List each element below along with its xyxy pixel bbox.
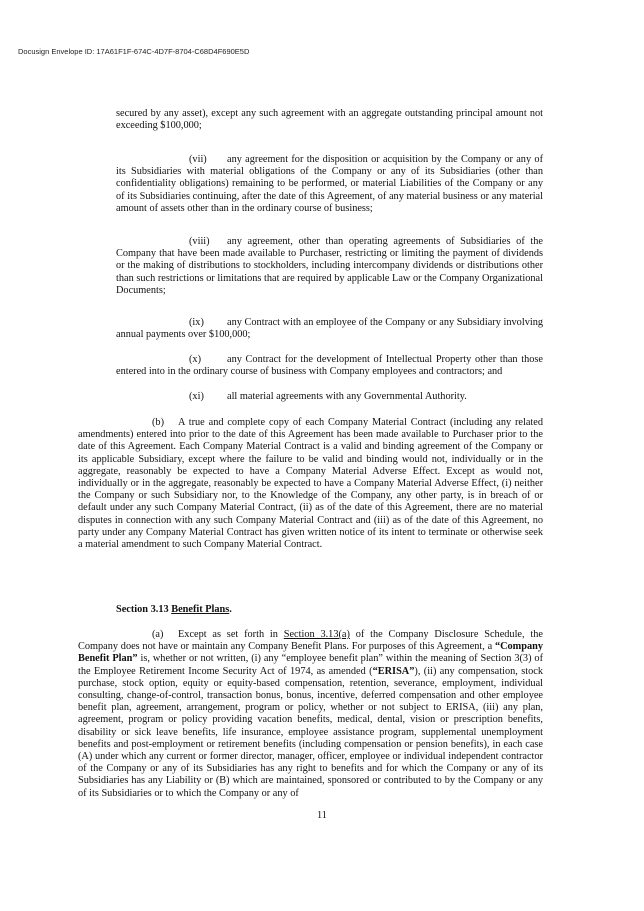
docusign-envelope-id: Docusign Envelope ID: 17A61F1F-674C-4D7F-8704-C68D4F690E5D <box>18 47 250 56</box>
section-title: Benefit Plans <box>171 604 230 615</box>
clause-text: all material agreements with any Governmental Authority. <box>227 391 467 402</box>
paragraph-text: A true and complete copy of each Company Material Contract (including any related amendments) entered into prior to the date of this Agreement has been made available to Purchaser prior to the date of this Agreement. Each Company Material Contract is a valid and binding agreement of the Company or its applicable Subsidiary, except where the failure to be valid and binding would not, individually or in the aggregate, reasonably be expected to have a Company Material Adverse Effect. Except as would not, individually or in the aggregate, reasonably be expected to have a Company Material Adverse Effect, (i) neither the Company or such Subsidiary nor, to the Knowledge of the Company, any other party, is in breach of or default under any such Company Material Contract, (ii) as of the date of this Agreement, there are no material disputes in connection with any such Company Material Contract and (iii) as of the date of this Agreement, no party under any Company Material Contract has given written notice of its intent to terminate or otherwise seek a material amendment to such Company Material Contract. <box>78 417 543 551</box>
clause-text: any Contract for the development of Intellectual Property other than those entered into in the ordinary course of business with Company employees and contractors; and <box>116 354 543 378</box>
clause-text: any Contract with an employee of the Company or any Subsidiary involving annual payments over $100,000; <box>116 317 543 341</box>
clause-number: (ix) <box>189 317 204 328</box>
page-number: 11 <box>317 810 327 821</box>
clause-number: (x) <box>189 354 202 365</box>
text-run: Except as set forth in <box>178 629 284 640</box>
clause-number: (viii) <box>189 236 210 247</box>
defined-term: “ERISA” <box>372 665 415 677</box>
text-run: of the Company Disclosure Schedule, the Company does not have or maintain any Company Benefit Plans. For purposes of this Agreement, a <box>78 629 543 653</box>
section-heading <box>116 604 232 616</box>
clause-number: (vii) <box>189 154 207 165</box>
continued-paragraph: secured by any asset), except any such agreement with an aggregate outstanding principal amount not exceeding $100,000; <box>116 108 543 132</box>
clause-x <box>116 354 543 378</box>
paragraph-number: (a) <box>152 629 164 640</box>
clause-vii <box>116 154 543 215</box>
paragraph-a <box>78 629 543 800</box>
clause-xi <box>116 391 543 403</box>
clause-text: any agreement, other than operating agreements of Subsidiaries of the Company that have been made available to Purchaser, restricting or limiting the payment of dividends or the making of distributions to stockholders, including intercompany dividends or distributions other than such restrictions or limitations that are required by applicable Law or the Company Organizational Documents; <box>116 236 543 296</box>
section-period: . <box>229 604 232 615</box>
paragraph-b <box>78 417 543 551</box>
paragraph-number: (b) <box>152 417 165 428</box>
section-reference-link: Section 3.13(a) <box>283 629 350 640</box>
clause-text: any agreement for the disposition or acquisition by the Company or any of its Subsidiaries with material obligations of the Company or any of its Subsidiaries (other than confidentiality obligations) remaining to be performed, or material Liabilities of the Company or any of its Subsidiaries continuing, after the date of this Agreement, of any material business or any material amount of assets other than in the ordinary course of business; <box>116 154 543 214</box>
clause-number: (xi) <box>189 391 204 402</box>
clause-viii <box>116 236 543 297</box>
defined-term: “Company Benefit Plan” <box>78 641 543 665</box>
clause-ix <box>116 317 543 341</box>
text-run: is, whether or not written, (i) any “employee benefit plan” within the meaning of Section 3(3) of the Employee Retirement Income Security Act of 1974, as amended ( <box>78 653 543 677</box>
text-run: ), (ii) any compensation, stock purchase, stock option, equity or equity-based compensation, retention, severance, employment, individual consulting, change-of-control, transaction bonus, bonus, incentive, deferred compensation and other employee benefit plan, agreement, arrangement, program or policy, whether or not subject to ERISA, (iii) any plan, agreement, program or policy providing vacation benefits, medical, dental, vision or prescription benefits, disability or sick leave benefits, life insurance, employee assistance program, supplemental unemployment benefits and post-employment or retirement benefits (including compensation or pension benefits), in each case (A) under which any current or former director, manager, officer, employee or individual independent contractor of the Company or any of its Subsidiaries has any right to benefits and for which the Company or any of its Subsidiaries has any Liability or (B) which are maintained, sponsored or contributed to by the Company or any of its Subsidiaries or to which the Company or any of <box>78 665 543 799</box>
section-number: Section 3.13 <box>116 604 169 615</box>
